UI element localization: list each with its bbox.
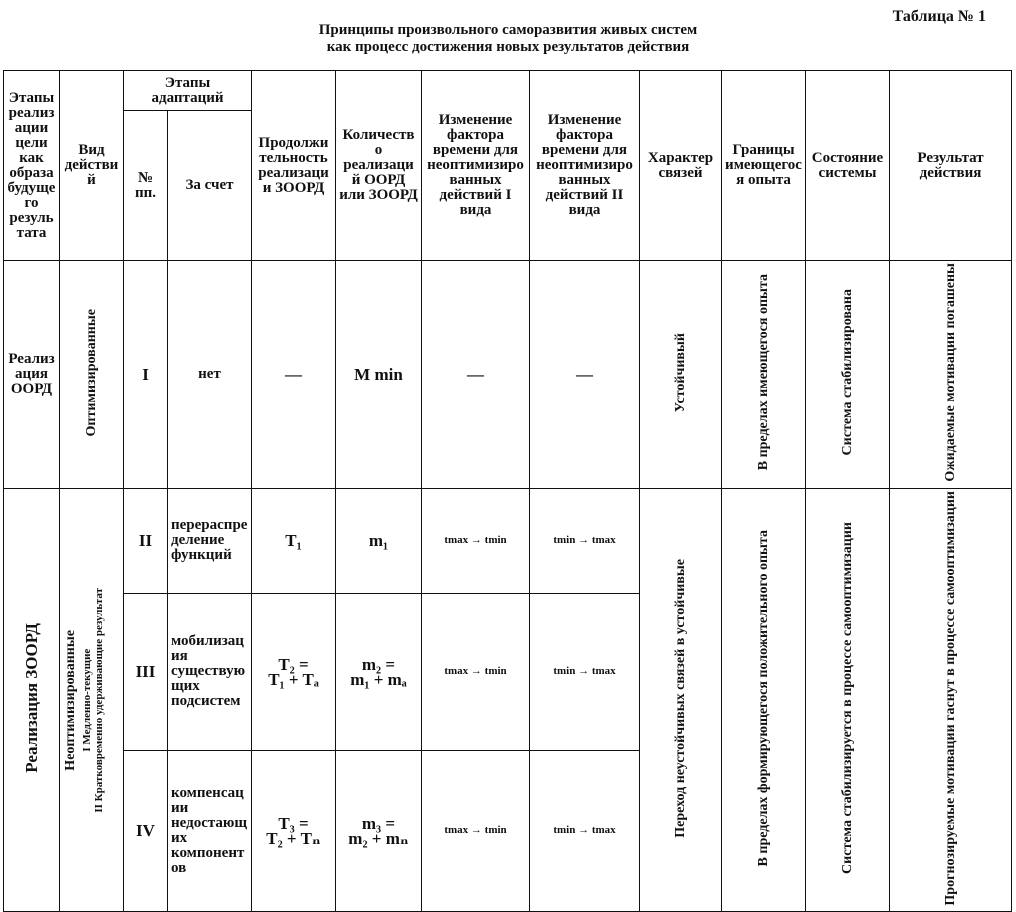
table-row [4, 488, 1012, 593]
action-type-oord: Оптимизированные [60, 261, 124, 489]
header-stages-realization: Этапы реализации цели как образа будущего результата [4, 71, 60, 261]
header-experience: Границы имеющегося опыта [722, 71, 806, 261]
duration-cell: T₁ [252, 488, 336, 593]
header-action-type: Вид действий [60, 71, 124, 261]
number-cell: III [124, 594, 168, 751]
header-system-state: Состояние системы [806, 71, 890, 261]
stage-oord: Реализация ООРД [4, 261, 60, 489]
header-adaptation-stages: Этапы адаптаций [124, 71, 252, 111]
quantity-cell: m₁ [336, 488, 422, 593]
number-cell: I [124, 261, 168, 489]
header-result: Результат действия [890, 71, 1012, 261]
header-links: Характер связей [640, 71, 722, 261]
experience-oord: В пределах имеющегося опыта [722, 261, 806, 489]
by-means-cell: нет [168, 261, 252, 489]
links-zoord: Переход неустойчивых связей в устойчивые [640, 488, 722, 912]
number-cell: IV [124, 750, 168, 912]
quantity-cell: m₃ = m₂ + mₙ [336, 750, 422, 912]
header-duration: Продолжительность реализации ЗООРД [252, 71, 336, 261]
time-change-2-cell: tmin → tmax [530, 488, 640, 593]
number-cell: II [124, 488, 168, 593]
header-number: № пп. [124, 111, 168, 261]
title-line-2: как процесс достижения новых результатов действия [326, 39, 690, 55]
links-oord: Устойчивый [640, 261, 722, 489]
time-change-1-cell: tmax → tmin [422, 488, 530, 593]
quantity-cell: M min [336, 261, 422, 489]
duration-cell: — [252, 261, 336, 489]
time-change-2-cell: tmin → tmax [530, 750, 640, 912]
principles-table [3, 70, 1012, 912]
system-state-zoord: Система стабилизируется в процессе самооптимизации [806, 488, 890, 912]
system-state-oord: Система стабилизирована [806, 261, 890, 489]
time-change-1-cell: tmax → tmin [422, 594, 530, 751]
time-change-1-cell: — [422, 261, 530, 489]
by-means-cell: компенсации недостающих компонентов [168, 750, 252, 912]
by-means-cell: перераспределение функций [168, 488, 252, 593]
experience-zoord: В пределах формирующегося положительного опыта [722, 488, 806, 912]
action-type-sub: I Медленно-текущие II Кратковременно удерживающие результат [81, 587, 105, 813]
header-quantity: Количество реализаций ООРД или ЗООРД [336, 71, 422, 261]
quantity-cell: m₂ = m₁ + mₐ [336, 594, 422, 751]
by-means-cell: мобилизация существующих подсистем [168, 594, 252, 751]
result-oord: Ожидаемые мотивации погашены [890, 261, 1012, 489]
header-time-change-1: Изменение фактора времени для неоптимизированных действий I вида [422, 71, 530, 261]
table-title [0, 22, 1016, 56]
duration-cell: T₃ = T₂ + Tₙ [252, 750, 336, 912]
time-change-2-cell: — [530, 261, 640, 489]
title-line-1: Принципы произвольного саморазвития живых систем [318, 22, 698, 38]
stage-zoord: Реализация ЗООРД [4, 488, 60, 912]
result-zoord: Прогнозируемые мотивации гаснут в процессе самооптимизации [890, 488, 1012, 912]
action-type-zoord [60, 488, 124, 912]
header-time-change-2: Изменение фактора времени для неоптимизированных действий II вида [530, 71, 640, 261]
header-by-means-of: За счет [168, 111, 252, 261]
time-change-2-cell: tmin → tmax [530, 594, 640, 751]
table-row [4, 261, 1012, 489]
table-number: Таблица № 1 [892, 8, 986, 25]
action-type-main: Неоптимизированные [63, 629, 78, 771]
time-change-1-cell: tmax → tmin [422, 750, 530, 912]
duration-cell: T₂ = T₁ + Tₐ [252, 594, 336, 751]
